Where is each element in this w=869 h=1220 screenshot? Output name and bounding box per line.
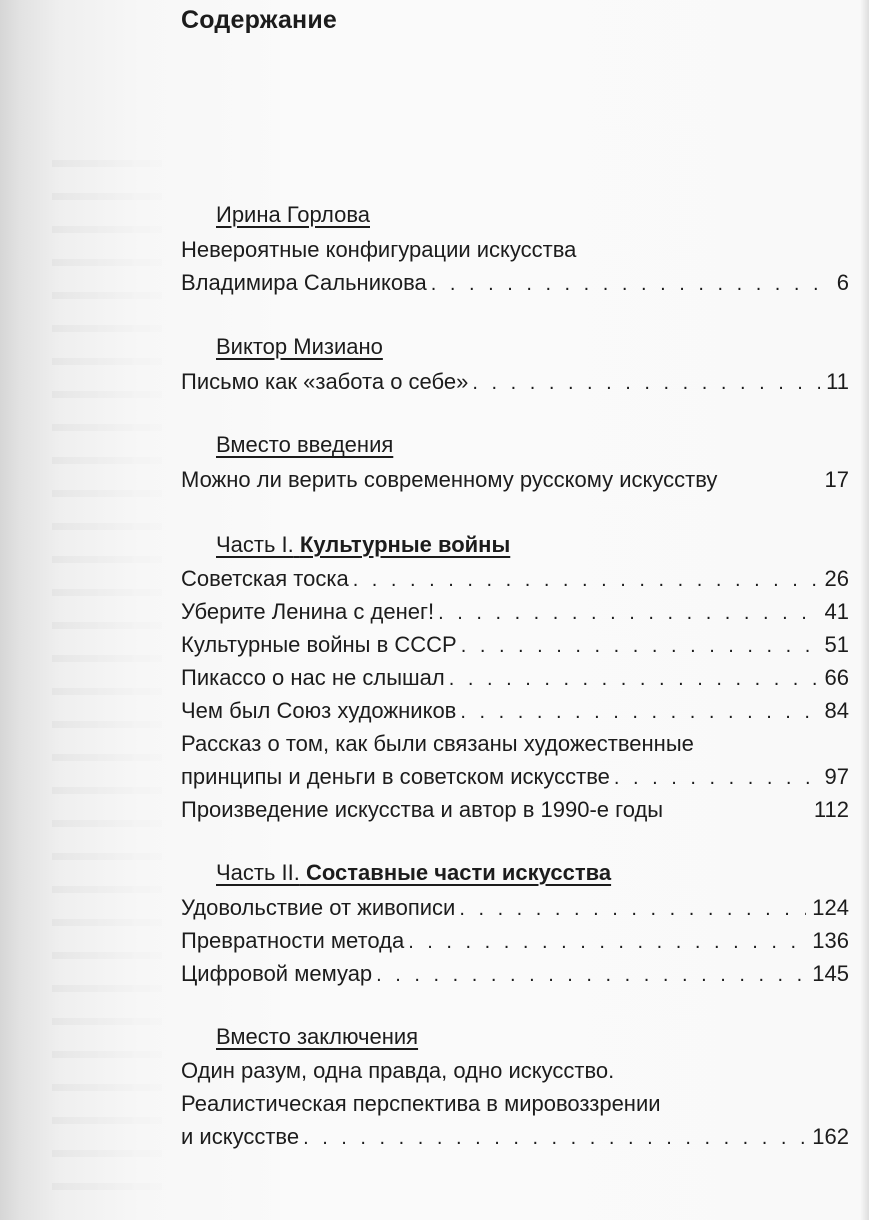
page-number: 84 [824, 698, 849, 723]
toc-entry [181, 1122, 849, 1153]
section-author: Вместо введения [216, 432, 394, 457]
part-prefix: Часть I. [216, 532, 294, 557]
section-author: Ирина Горлова [216, 202, 370, 227]
toc-entry-line: Рассказ о том, как были связаны художественные [181, 731, 694, 756]
toc-entry [181, 893, 849, 924]
page-number: 51 [824, 632, 849, 657]
entry-title: Можно ли верить современному русскому искусству [181, 467, 718, 492]
toc-entry-line: Реалистическая перспектива в мировоззрении [181, 1091, 661, 1116]
toc-entry [181, 268, 849, 299]
entry-title: Цифровой мемуар [181, 961, 373, 986]
entry-title: и искусстве [181, 1124, 300, 1149]
dot-leader [376, 960, 806, 990]
page-number: 41 [824, 599, 849, 624]
toc-entry [181, 630, 849, 661]
page-title: Содержание [181, 6, 338, 34]
part-heading [216, 858, 611, 888]
dot-leader [459, 894, 806, 924]
toc-entry [181, 663, 849, 694]
entry-title: Чем был Союз художников [181, 698, 457, 723]
entry-title: Удовольствие от живописи [181, 895, 456, 920]
entry-title: Советская тоска [181, 566, 349, 591]
toc-entry [181, 959, 849, 990]
page-number: 26 [824, 566, 849, 591]
dot-leader [438, 598, 818, 628]
dot-leader [303, 1123, 806, 1153]
toc-entry [181, 926, 849, 957]
section-author: Виктор Мизиано [216, 334, 383, 359]
page-number: 66 [824, 665, 849, 690]
page-number: 124 [812, 895, 849, 920]
part-title: Составные части искусства [306, 860, 612, 885]
entry-title: Письмо как «забота о себе» [181, 369, 469, 394]
part-title: Культурные войны [299, 532, 511, 557]
toc-entry [181, 564, 849, 595]
part-heading [216, 530, 510, 560]
dot-leader [472, 368, 820, 398]
page-number: 97 [824, 764, 849, 789]
entry-title: Культурные войны в СССР [181, 632, 457, 657]
page-number: 145 [812, 961, 849, 986]
toc-entry [181, 696, 849, 727]
page-number: 136 [812, 928, 849, 953]
entry-title: Владимира Сальникова [181, 270, 427, 295]
page-number: 17 [824, 467, 849, 492]
toc-entry [181, 762, 849, 793]
entry-title: Произведение искусства и автор в 1990-е годы [181, 797, 664, 822]
entry-title: Пикассо о нас не слышал [181, 665, 445, 690]
toc-entry [181, 367, 849, 398]
entry-title: принципы и деньги в советском искусстве [181, 764, 610, 789]
dot-leader [431, 269, 831, 299]
toc-entry [181, 597, 849, 628]
entry-title: Превратности метода [181, 928, 405, 953]
dot-leader [353, 565, 819, 595]
page-number: 112 [813, 797, 849, 822]
dot-leader [614, 763, 819, 793]
part-prefix: Часть II. [216, 860, 300, 885]
toc-entry-line: Один разум, одна правда, одно искусство. [181, 1058, 615, 1083]
section-author: Вместо заключения [216, 1024, 419, 1049]
show-through-text [52, 140, 162, 1200]
dot-leader [461, 631, 819, 661]
toc-entry [181, 465, 849, 495]
toc-entry-line: Невероятные конфигурации искусства [181, 237, 577, 262]
toc-entry [181, 795, 849, 825]
dot-leader [460, 697, 818, 727]
dot-leader [408, 927, 806, 957]
dot-leader [449, 664, 819, 694]
page-number: 11 [826, 369, 849, 394]
page-number: 6 [836, 270, 849, 295]
page-number: 162 [812, 1124, 849, 1149]
entry-title: Уберите Ленина с денег! [181, 599, 435, 624]
